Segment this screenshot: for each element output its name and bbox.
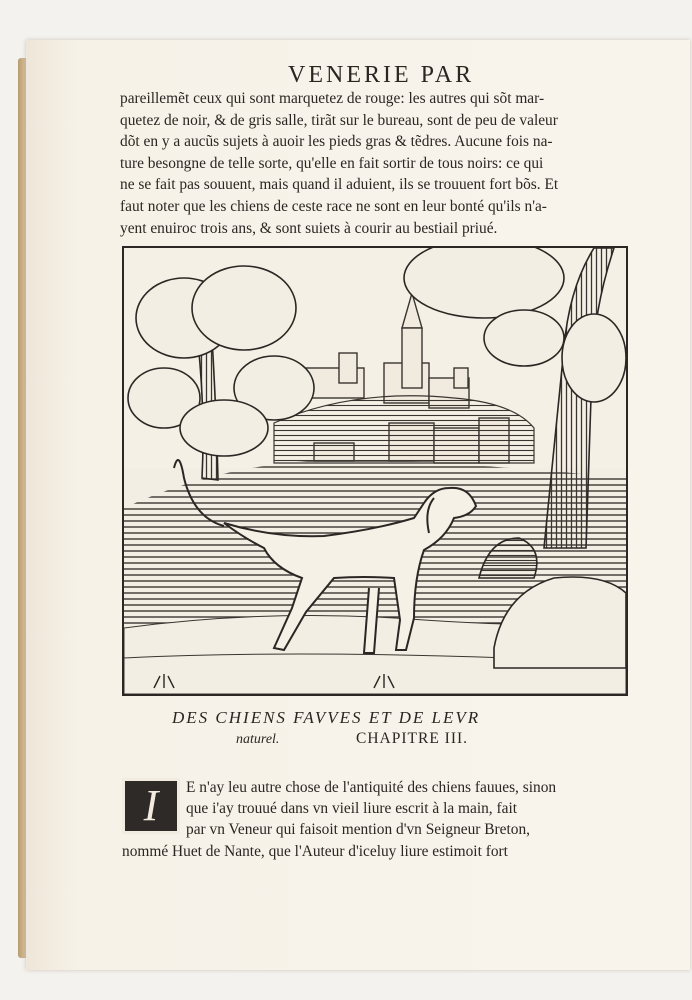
chapter-title: DES CHIENS FAVVES ET DE LEVR	[172, 708, 481, 727]
text-line: ne se fait pas souuent, mais quand il aduient, ils se trouuent fort bõs. Et	[120, 176, 559, 194]
chapter-title-continued: naturel.	[236, 732, 280, 747]
book-page	[26, 40, 690, 970]
text-line: dõt en y a aucũs sujets à auoir les pieds gras & tẽdres. Aucune fois na-	[120, 133, 553, 151]
text-line: E n'ay leu autre chose de l'antiquité des chiens fauues, sinon	[186, 779, 557, 796]
body-paragraph	[122, 777, 622, 862]
text-line: que i'ay trouué dans vn vieil liure escrit à la main, fait	[186, 800, 517, 818]
text-line: pareillemẽt ceux qui sont marquetez de rouge: les autres qui sõt mar-	[120, 90, 545, 107]
decorated-initial	[122, 778, 180, 834]
text-line: yent enuiroc trois ans, & sont suiets à courir au bestiail priué.	[120, 219, 498, 237]
text-line: ture besongne de telle sorte, qu'elle en fait sortir de tous noirs: ce qui	[120, 154, 544, 172]
text-line: par vn Veneur qui faisoit mention d'vn Seigneur Breton,	[186, 821, 531, 839]
top-paragraph	[120, 88, 632, 239]
text-line: faut noter que les chiens de ceste race ne sont en leur bonté qu'ils n'a-	[120, 197, 547, 215]
text-line: quetez de noir, & de gris salle, tirãt sur le bureau, sont de peu de valeur	[120, 111, 558, 129]
text-line: nommé Huet de Nante, que l'Auteur d'iceluy liure estimoit fort	[122, 842, 508, 860]
initial-letter: I	[143, 781, 159, 830]
chapter-number: CHAPITRE III.	[356, 730, 469, 747]
woodcut-illustration	[122, 246, 628, 696]
running-head: VENERIE PAR	[288, 62, 475, 88]
